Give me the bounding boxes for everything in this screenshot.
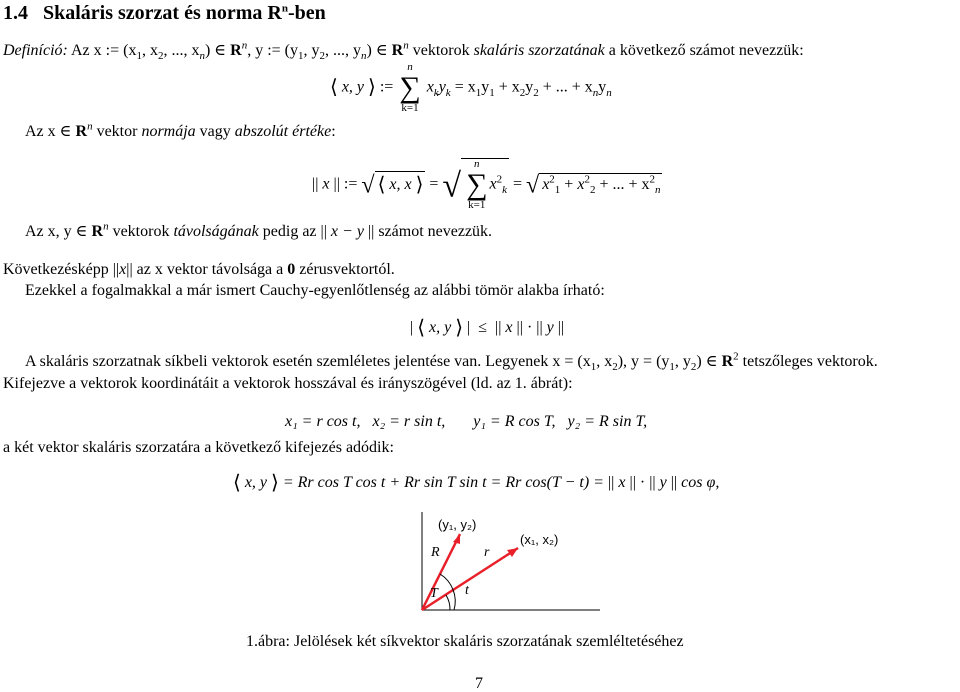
figure-caption: 1.ábra: Jelölések két síkvektor skaláris szorzatának szemléltetéséhez <box>246 633 684 650</box>
definition-label: Definíció: <box>3 42 68 59</box>
distance-text-b: pedig az <box>262 223 317 240</box>
definition-mid: , y := (y <box>247 42 298 59</box>
plane-text-1a: A skaláris szorzatnak síkbeli vektorok esetén szemléletes jelentése van. Legyenek x = (x <box>25 353 591 370</box>
consequence-zero: 0 <box>287 261 296 278</box>
norm-line: Az x ∈ $R^n$ vektor normája vagy abszolút értéke: <box>25 120 336 140</box>
norm-line-emph-a: normája <box>141 123 196 140</box>
cauchy-inner: x, y <box>429 319 452 336</box>
consequence-expr: x <box>119 261 127 278</box>
dot-sum-bottom: k=1 <box>401 102 419 114</box>
result-tail: cos φ, <box>681 474 720 491</box>
distance-text-a: vektorok <box>112 223 170 240</box>
result-dot: · <box>639 474 646 491</box>
consequence-line: Következésképp ||x|| az x vektor távolsága a 0 zérusvektortól. <box>3 261 395 278</box>
dot-rhs: = x <box>454 78 476 96</box>
norm-line-pre: Az x ∈ <box>25 123 72 140</box>
norm-sum-top: n <box>474 158 480 170</box>
definition-line: Definíció: Az x := ($x_1$, $x_2$, ..., $x_n$) ∈ $R^n$, y := ($y_1$, $y_2$, ..., $y_n$) ∈ $R^n$ vektorok skaláris szorzatának a következő számot nevezzük: <box>3 39 804 63</box>
label-T: T <box>430 586 438 601</box>
section-title: Skaláris szorzat és norma R <box>43 2 282 24</box>
dot-product-formula: ⟨ x, y ⟩ := n ∑ k=1 $x_ky_k = x_1y_1 + x_2y_2$ + ... + $x_ny_n$ <box>330 61 612 114</box>
distance-expr: x − y <box>330 223 364 240</box>
section-number: 1.4 <box>3 2 28 24</box>
consequence-pre: Következésképp <box>3 261 109 278</box>
label-t: t <box>465 583 469 598</box>
angle-t-arc <box>446 595 450 610</box>
distance-tail: számot nevezzük. <box>378 223 493 240</box>
norm-line-text-a: vektor <box>96 123 138 140</box>
vector-y-arrowhead <box>453 534 460 544</box>
section-title-sup: n <box>281 2 288 15</box>
cauchy-a: x <box>505 319 513 336</box>
distance-line: Az x, y ∈ $R^n$ vektorok távolságának pedig az || x − y || számot nevezzük. <box>25 220 493 240</box>
label-y-point: (y₁, y₂) <box>438 517 477 532</box>
cauchy-dot: · <box>526 319 533 336</box>
plane-text-1: A skaláris szorzatnak síkbeli vektorok esetén szemléletes jelentése van. Legyenek $x = (x_1$, $x_2$), $y = (y_1$, $y_2$) ∈ $R^2$ tetszőleges vektorok. <box>25 350 878 374</box>
norm-eq2: = <box>512 175 527 193</box>
norm-line-mid: vagy <box>199 123 231 140</box>
section-heading <box>3 3 326 23</box>
distance-pre: Az x, y ∈ <box>25 223 88 240</box>
page-number: 7 <box>475 675 483 692</box>
definition-pre: Az x := (x <box>71 42 137 59</box>
cauchy-formula: | ⟨ x, y ⟩ | ≤ || x || · || y || <box>410 317 565 339</box>
norm-term: x <box>489 175 497 193</box>
consequence-tail: zérusvektortól. <box>299 261 395 278</box>
dot-sum-top: n <box>407 61 413 73</box>
label-R: R <box>431 545 440 560</box>
result-rhs: = Rr cos T cos t + Rr sin T sin t = Rr cos(T − t) = <box>282 474 604 491</box>
dot-def: := <box>379 78 394 96</box>
cauchy-b: y <box>546 319 554 336</box>
norm-inner: x, x <box>389 175 412 193</box>
vector-figure <box>400 512 600 627</box>
label-x-point: (x₁, x₂) <box>520 532 559 547</box>
result-a: x <box>618 474 626 491</box>
coords-formula: x₁ = r cos t, x₂ = r sin t, y₁ = R cos T, y₂ = R sin T, <box>285 413 648 430</box>
definition-text-a: vektorok <box>412 42 470 59</box>
vector-x-arrowhead <box>507 548 518 557</box>
definition-emph: skaláris szorzatának <box>473 42 605 59</box>
result-text: a két vektor skaláris szorzatára a következő kifejezés adódik: <box>3 439 394 456</box>
dot-term: x <box>426 78 434 96</box>
norm-sum-bottom: k=1 <box>468 199 486 211</box>
norm-lhs: x <box>322 175 330 193</box>
cauchy-text: Ezekkel a fogalmakkal a már ismert Cauchy-egyenlőtlenség az alábbi tömör alakba írható: <box>25 282 605 299</box>
consequence-text: az x vektor távolsága a <box>136 261 284 278</box>
result-b: y <box>659 474 667 491</box>
label-r: r <box>484 545 490 560</box>
distance-emph: távolságának <box>173 223 259 240</box>
result-lhs: x, y <box>244 474 268 491</box>
norm-line-emph-b: abszolút értéke <box>234 123 332 140</box>
norm-line-tail: : <box>331 123 336 140</box>
plane-text-2: Kifejezve a vektorok koordinátáit a vektorok hosszával és irányszögével (ld. az 1. ábrát): <box>3 375 573 392</box>
dot-sum: n ∑ k=1 <box>399 61 421 114</box>
result-formula: ⟨ x, y ⟩ = Rr cos T cos t + Rr sin T sin t = Rr cos(T − t) = || x || · || y || cos φ, <box>233 472 720 494</box>
plane-text-1c: tetszőleges vektorok. <box>742 353 878 370</box>
definition-text-b: a következő számot nevezzük: <box>608 42 804 59</box>
norm-formula: || x || := √ ⟨ x, x ⟩ = √ n ∑ k=1 $x^2_k$ = √ $x^2_1 + x^2_2$ + ... + $x^2_n$ <box>312 158 661 211</box>
plane-text-1b: ), y = (y <box>617 353 670 370</box>
norm-eq: = <box>429 175 439 193</box>
section-title-tail: -ben <box>287 2 326 24</box>
norm-tail: + ... + x <box>599 175 650 193</box>
dot-lhs: x, y <box>341 78 365 96</box>
norm-def: := <box>343 175 358 193</box>
cauchy-leq: ≤ <box>478 319 488 336</box>
